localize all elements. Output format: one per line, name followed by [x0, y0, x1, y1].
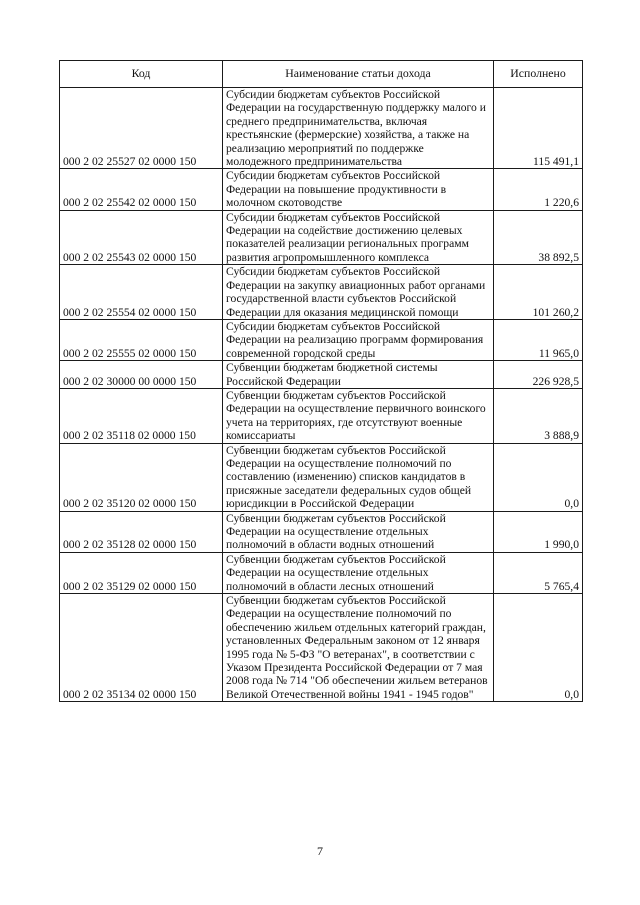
- header-name: Наименование статьи дохода: [223, 61, 494, 88]
- row-name: Субсидии бюджетам субъектов Российской Федерации на содействие достижению целевых показателей реализации региональных программ развития агропромышленного комплекса: [223, 210, 494, 265]
- row-amount: 115 491,1: [494, 88, 583, 169]
- row-name: Субсидии бюджетам субъектов Российской Федерации на реализацию программ формирования современной городской среды: [223, 319, 494, 360]
- row-name: Субсидии бюджетам субъектов Российской Федерации на государственную поддержку малого и среднего предпринимательства, включая крестьянские (фермерские) хозяйства, а также на реализацию мероприятий по поддержке молодежного предпринимательства: [223, 88, 494, 169]
- table-row: [60, 319, 583, 360]
- row-amount: 1 220,6: [494, 169, 583, 210]
- table-row: [60, 361, 583, 389]
- table-row: [60, 210, 583, 265]
- table-row: [60, 265, 583, 320]
- row-amount: 1 990,0: [494, 511, 583, 552]
- row-code: 000 2 02 35120 02 0000 150: [60, 443, 223, 511]
- row-code: 000 2 02 35118 02 0000 150: [60, 388, 223, 443]
- row-code: 000 2 02 25554 02 0000 150: [60, 265, 223, 320]
- table-row: [60, 169, 583, 210]
- revenue-table: [59, 60, 583, 702]
- row-code: 000 2 02 35129 02 0000 150: [60, 552, 223, 593]
- row-name: Субвенции бюджетам субъектов Российской Федерации на осуществление отдельных полномочий в области водных отношений: [223, 511, 494, 552]
- row-amount: 0,0: [494, 443, 583, 511]
- row-code: 000 2 02 35134 02 0000 150: [60, 594, 223, 702]
- row-amount: 101 260,2: [494, 265, 583, 320]
- row-amount: 226 928,5: [494, 361, 583, 389]
- row-amount: 38 892,5: [494, 210, 583, 265]
- row-code: 000 2 02 30000 00 0000 150: [60, 361, 223, 389]
- table-row: [60, 88, 583, 169]
- row-name: Субсидии бюджетам субъектов Российской Федерации на повышение продуктивности в молочном скотоводстве: [223, 169, 494, 210]
- table-row: [60, 594, 583, 702]
- header-done: Исполнено: [494, 61, 583, 88]
- table-header-row: [60, 61, 583, 88]
- row-code: 000 2 02 25543 02 0000 150: [60, 210, 223, 265]
- row-name: Субвенции бюджетам бюджетной системы Российской Федерации: [223, 361, 494, 389]
- row-amount: 5 765,4: [494, 552, 583, 593]
- header-code: Код: [60, 61, 223, 88]
- row-name: Субсидии бюджетам субъектов Российской Федерации на закупку авиационных работ органами государственной власти субъектов Российской Федерации для оказания медицинской помощи: [223, 265, 494, 320]
- row-code: 000 2 02 25527 02 0000 150: [60, 88, 223, 169]
- row-name: Субвенции бюджетам субъектов Российской Федерации на осуществление отдельных полномочий в области лесных отношений: [223, 552, 494, 593]
- table-row: [60, 443, 583, 511]
- row-amount: 11 965,0: [494, 319, 583, 360]
- row-amount: 0,0: [494, 594, 583, 702]
- row-name: Субвенции бюджетам субъектов Российской Федерации на осуществление первичного воинского учета на территориях, где отсутствуют военные комиссариаты: [223, 388, 494, 443]
- table-row: [60, 552, 583, 593]
- page-number: 7: [317, 844, 323, 858]
- row-amount: 3 888,9: [494, 388, 583, 443]
- row-name: Субвенции бюджетам субъектов Российской Федерации на осуществление полномочий по составлению (изменению) списков кандидатов в присяжные заседатели федеральных судов общей юрисдикции в Российской Федерации: [223, 443, 494, 511]
- row-code: 000 2 02 35128 02 0000 150: [60, 511, 223, 552]
- row-name: Субвенции бюджетам субъектов Российской Федерации на осуществление полномочий по обеспечению жильем отдельных категорий граждан, установленных Федеральным законом от 12 января 1995 года № 5-ФЗ "О ветеранах", в соответствии с Указом Президента Российской Федерации от 7 мая 2008 года № 714 "Об обеспечении жильем ветеранов Великой Отечественной войны 1941 - 1945 годов": [223, 594, 494, 702]
- row-code: 000 2 02 25555 02 0000 150: [60, 319, 223, 360]
- row-code: 000 2 02 25542 02 0000 150: [60, 169, 223, 210]
- table-row: [60, 511, 583, 552]
- table-row: [60, 388, 583, 443]
